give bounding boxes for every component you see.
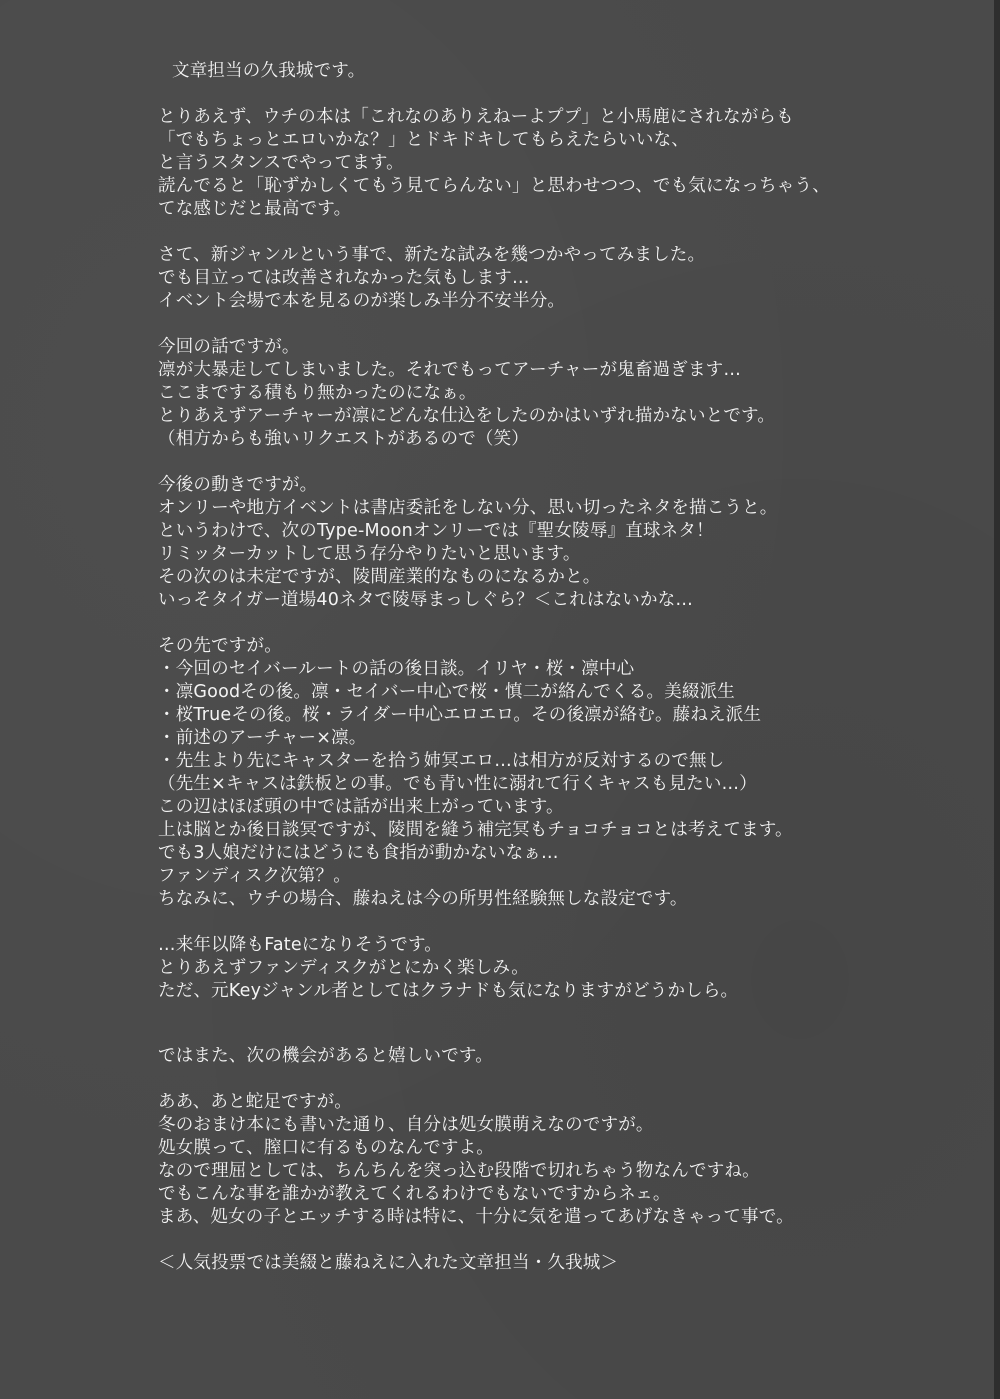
text-line: でも目立っては改善されなかった気もします… bbox=[158, 268, 530, 288]
list-item: ・凛Goodその後。凛・セイバー中心で桜・慎二が絡んでくる。美綴派生 bbox=[158, 682, 736, 702]
text-line: リミッターカットして思う存分やりたいと思います。 bbox=[158, 544, 581, 564]
text-line: というわけで、次のType-Moonオンリーでは『聖女陵辱』直球ネタ！ bbox=[158, 521, 714, 541]
text-line: さて、新ジャンルという事で、新たな試みを幾つかやってみました。 bbox=[158, 245, 706, 265]
text-line: とりあえず、ウチの本は「これなのありえねーよププ」と小馬鹿にされながらも bbox=[158, 107, 794, 127]
text-line: てな感じだと最高です。 bbox=[158, 199, 352, 219]
spacer bbox=[158, 221, 958, 244]
text-line: とりあえずアーチャーが凛にどんな仕込をしたのかはいずれ描かないとです。 bbox=[158, 406, 776, 426]
list-item: ・前述のアーチャー×凛。 bbox=[158, 728, 367, 748]
text-line: ファンディスク次第？。 bbox=[158, 866, 351, 886]
spacer bbox=[158, 83, 958, 106]
text-line: オンリーや地方イベントは書店委託をしない分、思い切ったネタを描こうと。 bbox=[158, 498, 778, 518]
text-line: この辺はほぼ頭の中では話が出来上がっています。 bbox=[158, 797, 564, 817]
text-line: 今回の話ですが。 bbox=[158, 337, 300, 357]
text-line: 読んでると「恥ずかしくてもう見てらんない」と思わせつつ、でも気になっちゃう、 bbox=[158, 176, 830, 196]
spacer bbox=[158, 313, 958, 336]
text-line: ここまでする積もり無かったのになぁ。 bbox=[158, 383, 477, 403]
text-line: でもこんな事を誰かが教えてくれるわけでもないですからネェ。 bbox=[158, 1184, 671, 1204]
text-line: 今後の動きですが。 bbox=[158, 475, 318, 495]
text-line: 上は脳とか後日談冥ですが、陵間を縫う補完冥もチョコチョコとは考えてます。 bbox=[158, 820, 793, 840]
spacer bbox=[158, 612, 958, 635]
text-line: と言うスタンスでやってます。 bbox=[158, 153, 404, 173]
text-line: でも3人娘だけにはどうにも食指が動かないなぁ… bbox=[158, 843, 559, 863]
text-line: とりあえずファンディスクがとにかく楽しみ。 bbox=[158, 958, 529, 978]
page-edge bbox=[994, 0, 1000, 1399]
spacer bbox=[158, 1003, 958, 1045]
text-line: ただ、元Keyジャンル者としてはクラナドも気になりますがどうかしら。 bbox=[158, 981, 739, 1001]
text-line: その先ですが。 bbox=[158, 636, 282, 656]
spacer bbox=[158, 1068, 958, 1091]
text-line: 処女膜って、膣口に有るものなんですよ。 bbox=[158, 1138, 494, 1158]
text-line: 「でもちょっとエロいかな？」とドキドキしてもらえたらいいな、 bbox=[158, 130, 689, 150]
text-line: イベント会場で本を見るのが楽しみ半分不安半分。 bbox=[158, 291, 566, 311]
text-line: その次のは未定ですが、陵間産業的なものになるかと。 bbox=[158, 567, 601, 587]
closing-line: ではまた、次の機会があると嬉しいです。 bbox=[158, 1046, 493, 1066]
text-line: いっそタイガー道場40ネタで陵辱まっしぐら？＜これはないかな… bbox=[158, 590, 694, 610]
spacer bbox=[158, 451, 958, 474]
spacer bbox=[158, 911, 958, 934]
text-line: （先生×キャスは鉄板との事。でも青い性に溺れて行くキャスも見たい…） bbox=[158, 774, 757, 794]
text-line: 凛が大暴走してしまいました。それでもってアーチャーが鬼畜過ぎます… bbox=[158, 360, 742, 380]
list-item: ・桜Trueその後。桜・ライダー中心エロエロ。その後凛が絡む。藤ねえ派生 bbox=[158, 705, 762, 725]
afterword-text bbox=[158, 60, 958, 1275]
text-line: ちなみに、ウチの場合、藤ねえは今の所男性経験無しな設定です。 bbox=[158, 889, 688, 909]
list-item: ・今回のセイバールートの話の後日談。イリヤ・桜・凛中心 bbox=[158, 659, 635, 679]
spacer bbox=[158, 1229, 958, 1252]
text-line: なので理屈としては、ちんちんを突っ込む段階で切れちゃう物なんですね。 bbox=[158, 1161, 760, 1181]
text-line: 冬のおまけ本にも書いた通り、自分は処女膜萌えなのですが。 bbox=[158, 1115, 654, 1135]
text-line: （相方からも強いリクエストがあるので（笑） bbox=[158, 429, 529, 449]
list-item: ・先生より先にキャスターを拾う姉冥エロ…は相方が反対するので無し bbox=[158, 751, 725, 771]
text-line: …来年以降もFateになりそうです。 bbox=[158, 935, 443, 955]
intro-line: 文章担当の久我城です。 bbox=[172, 61, 366, 81]
text-line: まあ、処女の子とエッチする時は特に、十分に気を遣ってあげなきゃって事で。 bbox=[158, 1207, 794, 1227]
text-line: ああ、あと蛇足ですが。 bbox=[158, 1092, 352, 1112]
signature-line: ＜人気投票では美綴と藤ねえに入れた文章担当・久我城＞ bbox=[158, 1253, 619, 1273]
